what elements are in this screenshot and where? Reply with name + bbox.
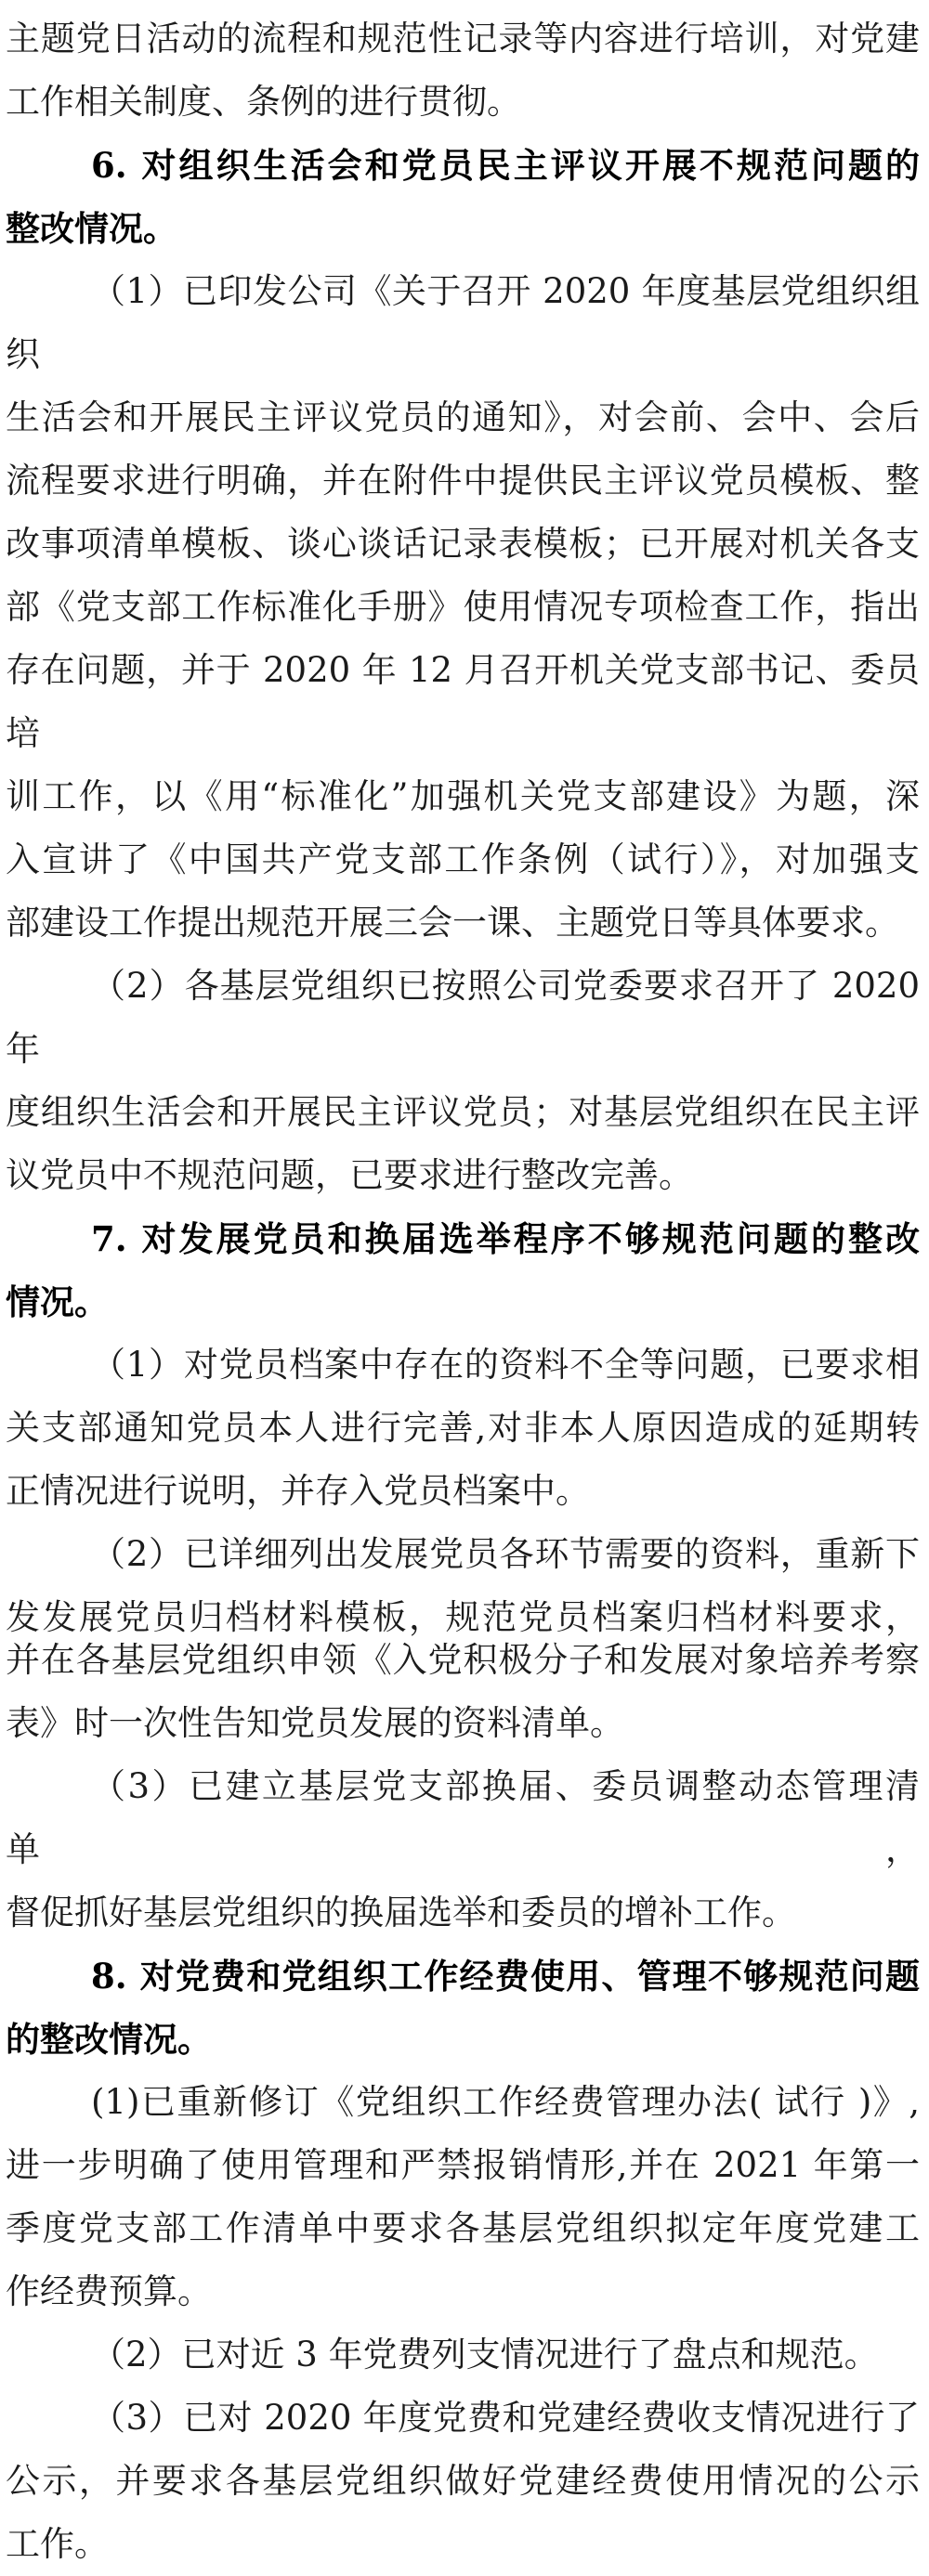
text-line: 改事项清单模板、谈心谈话记录表模板；已开展对机关各支	[6, 524, 920, 564]
text-line: 度组织生活会和开展民主评议党员；对基层党组织在民主评	[6, 1092, 920, 1132]
text-line: 部建设工作提出规范开展三会一课、主题党日等具体要求。	[6, 903, 899, 943]
text-line: 并在各基层党组织申领《入党积极分子和发展对象培养考察	[6, 1640, 920, 1680]
text-line: （2）已详细列出发展党员各环节需要的资料，重新下	[91, 1534, 920, 1574]
text-line: 主题党日活动的流程和规范性记录等内容进行培训，对党建	[6, 19, 920, 59]
text-line: 的整改情况。	[6, 2019, 212, 2060]
text-line: 8. 对党费和党组织工作经费使用、管理不够规范问题	[91, 1956, 920, 1997]
text-line: （1）对党员档案中存在的资料不全等问题，已要求相	[91, 1345, 920, 1385]
text-line: （3）已对 2020 年度党费和党建经费收支情况进行了	[91, 2398, 920, 2438]
text-line: 生活会和开展民主评议党员的通知》，对会前、会中、会后	[6, 397, 920, 437]
text-line: 情况。	[6, 1281, 109, 1322]
text-line: （1）已印发公司《关于召开 2020 年度基层党组织组织	[6, 271, 920, 374]
text-line: 季度党支部工作清单中要求各基层党组织拟定年度党建工	[6, 2208, 920, 2248]
text-line: (1)已重新修订《党组织工作经费管理办法( 试行 )》,	[91, 2082, 920, 2122]
text-line: 关支部通知党员本人进行完善,对非本人原因造成的延期转	[6, 1408, 920, 1448]
text-line: 整改情况。	[6, 208, 177, 249]
text-line: 发发展党员归档材料模板，规范党员档案归档材料要求，	[6, 1597, 920, 1637]
text-line: 入宣讲了《中国共产党支部工作条例（试行）》，对加强支	[6, 839, 920, 879]
text-line: 训工作，以《用“标准化”加强机关党支部建设》为题，深	[6, 776, 920, 816]
text-line: 工作。	[6, 2524, 109, 2564]
text-line: 工作相关制度、条例的进行贯彻。	[6, 82, 521, 122]
text-line: 议党员中不规范问题，已要求进行整改完善。	[6, 1155, 693, 1195]
text-line: 部《党支部工作标准化手册》使用情况专项检查工作，指出	[6, 587, 920, 627]
text-line: （3）已建立基层党支部换届、委员调整动态管理清单，	[6, 1766, 920, 1869]
text-line: 督促抓好基层党组织的换届选举和委员的增补工作。	[6, 1893, 796, 1932]
text-line: 公示，并要求各基层党组织做好党建经费使用情况的公示	[6, 2461, 920, 2501]
text-line: 存在问题，并于 2020 年 12 月召开机关党支部书记、委员培	[6, 650, 920, 753]
text-line: 作经费预算。	[6, 2271, 212, 2311]
text-line: 7. 对发展党员和换届选举程序不够规范问题的整改	[91, 1218, 920, 1259]
text-line: 表》时一次性告知党员发展的资料清单。	[6, 1703, 624, 1743]
text-line: 6. 对组织生活会和党员民主评议开展不规范问题的	[91, 145, 920, 186]
text-line: （2）各基层党组织已按照公司党委要求召开了 2020 年	[6, 966, 920, 1069]
text-line: 正情况进行说明，并存入党员档案中。	[6, 1471, 590, 1511]
text-line: 进一步明确了使用管理和严禁报销情形,并在 2021 年第一	[6, 2145, 920, 2185]
text-line: （2）已对近 3 年党费列支情况进行了盘点和规范。	[91, 2335, 879, 2374]
text-line: 流程要求进行明确，并在附件中提供民主评议党员模板、整	[6, 461, 920, 501]
